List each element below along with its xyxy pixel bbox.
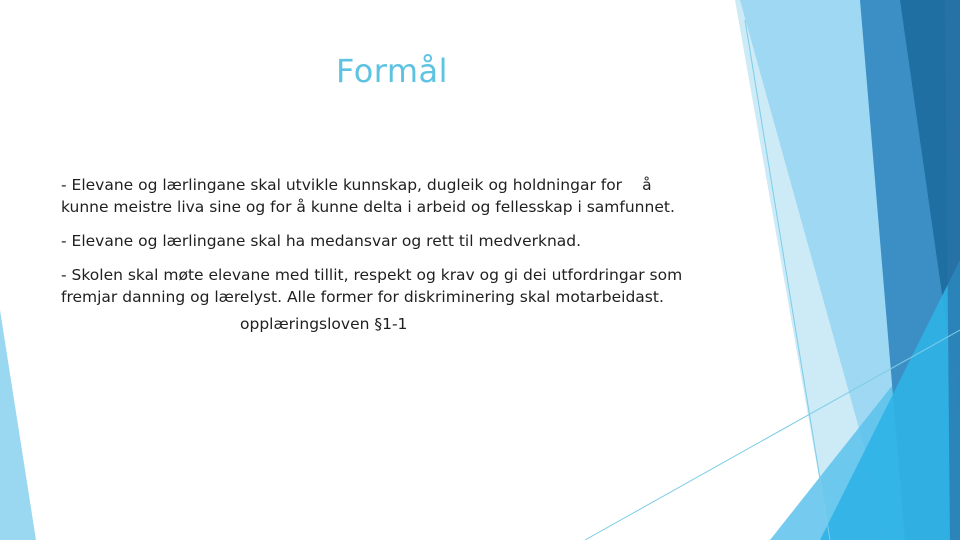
slide-title: Formål bbox=[335, 52, 449, 90]
source-citation: opplæringsloven §1-1 bbox=[240, 315, 408, 333]
paragraph-trust bbox=[61, 264, 741, 308]
paragraph-line: kunne meistre liva sine og for å kunne delta i arbeid og fellesskap i samfunnet. bbox=[61, 198, 675, 216]
slide-body bbox=[61, 174, 741, 320]
paragraph-line: - Elevane og lærlingane skal ha medansvar og rett til medverknad. bbox=[61, 232, 582, 250]
paragraph-line: fremjar danning og lærelyst. Alle former for diskriminering skal motarbeidast. bbox=[61, 288, 664, 306]
paragraph-goals bbox=[61, 174, 741, 218]
left-edge-triangle bbox=[0, 310, 36, 540]
paragraph-participation bbox=[61, 230, 741, 252]
paragraph-line: - Skolen skal møte elevane med tillit, respekt og krav og gi dei utfordringar som bbox=[61, 266, 683, 284]
paragraph-line: - Elevane og lærlingane skal utvikle kunnskap, dugleik og holdningar for å bbox=[61, 176, 652, 194]
